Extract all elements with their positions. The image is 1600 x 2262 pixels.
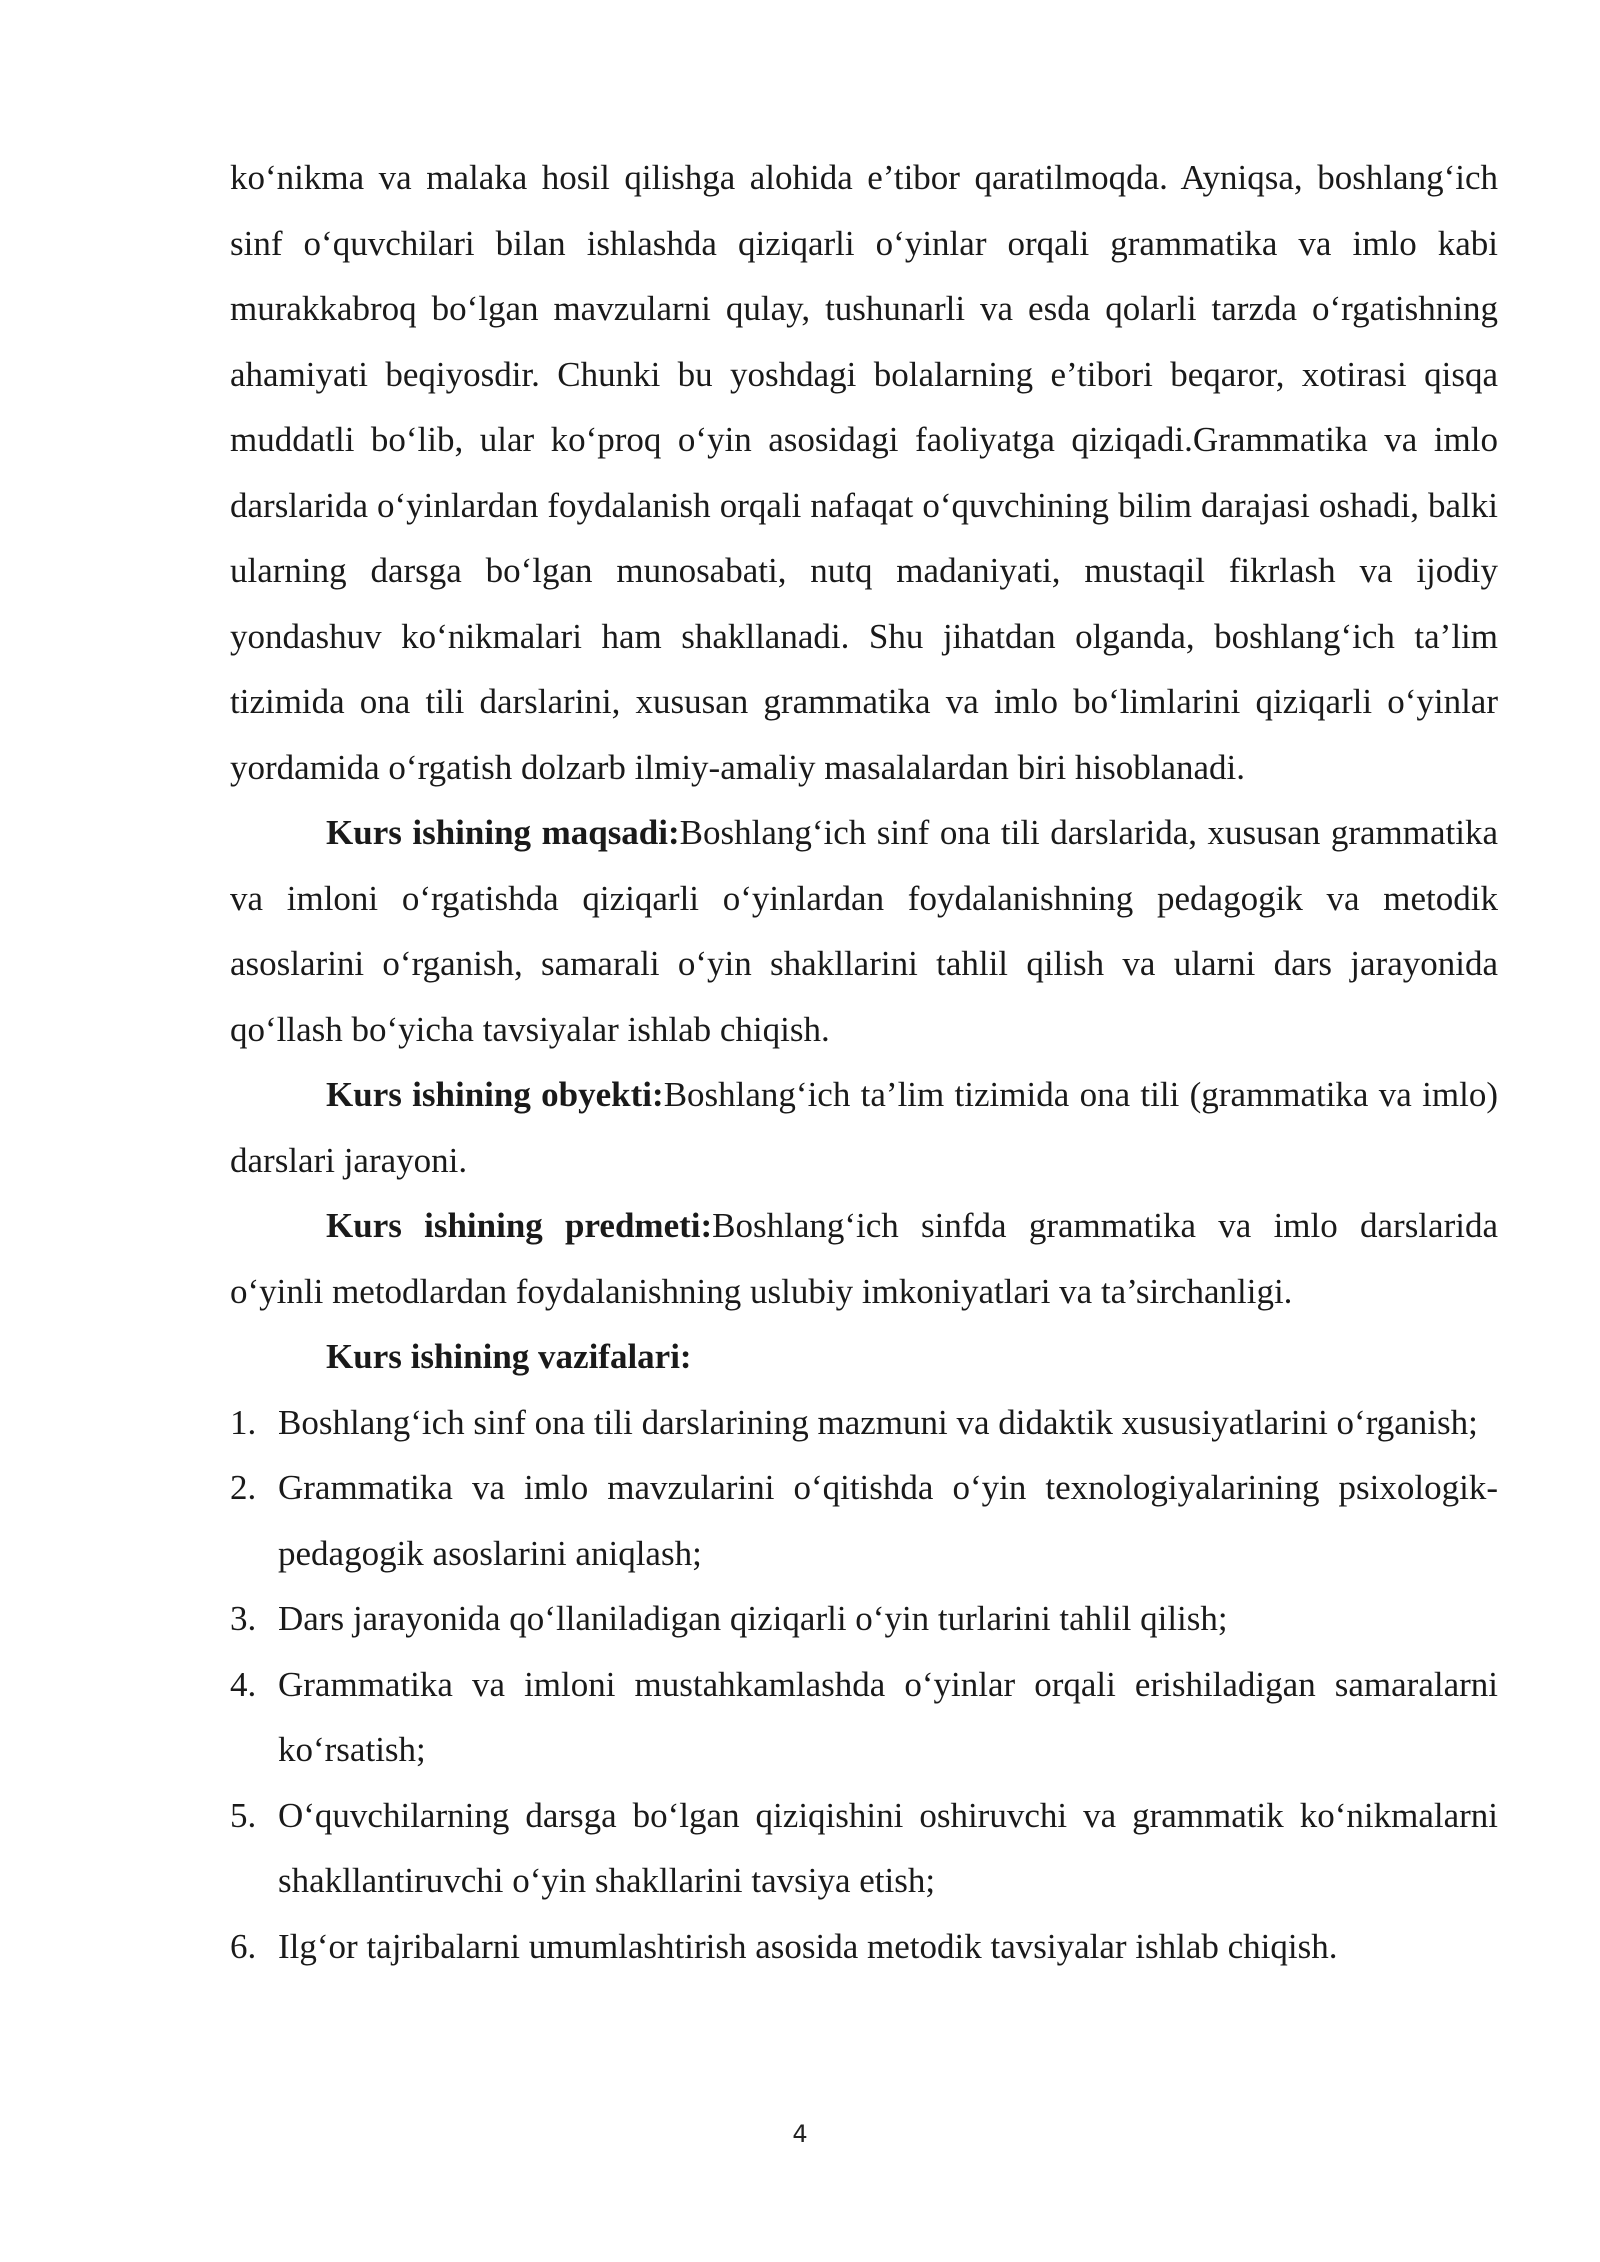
object-paragraph	[230, 1062, 1498, 1193]
list-item	[230, 1914, 1498, 1980]
tasks-list	[230, 1390, 1498, 1980]
object-label: Kurs ishining obyekti:	[326, 1075, 664, 1114]
list-item	[230, 1390, 1498, 1456]
subject-text: Boshlang‘ich sinfda grammatika va imlo darslarida o‘yinli metodlardan foydalanishning uslubiy imkoniyatlari va ta’sirchanligi.	[230, 1206, 1498, 1311]
document-page	[230, 145, 1498, 1979]
list-item-text: Boshlang‘ich sinf ona tili darslarining mazmuni va didaktik xususiyatlarini o‘rganish;	[278, 1402, 1478, 1442]
list-item-text: Grammatika va imloni mustahkamlashda o‘yinlar orqali erishiladigan samaralarni ko‘rsatish;	[278, 1664, 1498, 1769]
object-text: Boshlang‘ich ta’lim tizimida ona tili (grammatika va imlo) darslari jarayoni.	[230, 1075, 1498, 1180]
tasks-heading: Kurs ishining vazifalari:	[326, 1337, 692, 1376]
list-item-number: 3.	[230, 1599, 257, 1638]
list-item-text: Dars jarayonida qo‘llaniladigan qiziqarli o‘yin turlarini tahlil qilish;	[278, 1599, 1228, 1638]
list-item	[230, 1652, 1498, 1783]
list-item	[230, 1455, 1498, 1586]
subject-label: Kurs ishining predmeti:	[326, 1206, 713, 1245]
goal-label: Kurs ishining maqsadi:	[326, 813, 680, 852]
subject-paragraph	[230, 1193, 1498, 1324]
goal-text: Boshlang‘ich sinf ona tili darslarida, xususan grammatika va imloni o‘rgatishda qiziqarli o‘yinlardan foydalanishning pedagogik va metodik asoslarini o‘rganish, samarali o‘yin shakllarini tahlil qilish va ularni dars jarayonida qo‘llash bo‘yicha tavsiyalar ishlab chiqish.	[230, 813, 1498, 1049]
page-number: 4	[792, 2120, 808, 2148]
list-item	[230, 1586, 1498, 1652]
list-item-text: Ilg‘or tajribalarni umumlashtirish asosida metodik tavsiyalar ishlab chiqish.	[278, 1926, 1338, 1966]
goal-paragraph	[230, 800, 1498, 1062]
list-item-number: 5.	[230, 1795, 257, 1835]
list-item-text: Grammatika va imlo mavzularini o‘qitishda o‘yin texnologiyalarining psixologik-pedagogik asoslarini aniqlash;	[278, 1468, 1498, 1573]
list-item-number: 2.	[230, 1468, 257, 1507]
list-item-text: O‘quvchilarning darsga bo‘lgan qiziqishini oshiruvchi va grammatik ko‘nikmalarni shakllantiruvchi o‘yin shakllarini tavsiya etish;	[278, 1795, 1498, 1900]
intro-paragraph: ko‘nikma va malaka hosil qilishga alohida e’tibor qaratilmoqda. Ayniqsa, boshlang‘ich sinf o‘quvchilari bilan ishlashda qiziqarli o‘yinlar orqali grammatika va imlo kabi murakkabroq bo‘lgan mavzularni qulay, tushunarli va esda qolarli tarzda o‘rgatishning ahamiyati beqiyosdir. Chunki bu yoshdagi bolalarning e’tibori beqaror, xotirasi qisqa muddatli bo‘lib, ular ko‘proq o‘yin asosidagi faoliyatga qiziqadi.Grammatika va imlo darslarida o‘yinlardan foydalanish orqali nafaqat o‘quvchining bilim darajasi oshadi, balki ularning darsga bo‘lgan munosabati, nutq madaniyati, mustaqil fikrlash va ijodiy yondashuv ko‘nikmalari ham shakllanadi. Shu jihatdan olganda, boshlang‘ich ta’lim tizimida ona tili darslarini, xususan grammatika va imlo bo‘limlarini qiziqarli o‘yinlar yordamida o‘rgatish dolzarb ilmiy-amaliy masalalardan biri hisoblanadi.	[230, 158, 1498, 787]
list-item-number: 4.	[230, 1664, 257, 1704]
list-item-number: 1.	[230, 1402, 257, 1442]
list-item	[230, 1783, 1498, 1914]
list-item-number: 6.	[230, 1926, 257, 1966]
